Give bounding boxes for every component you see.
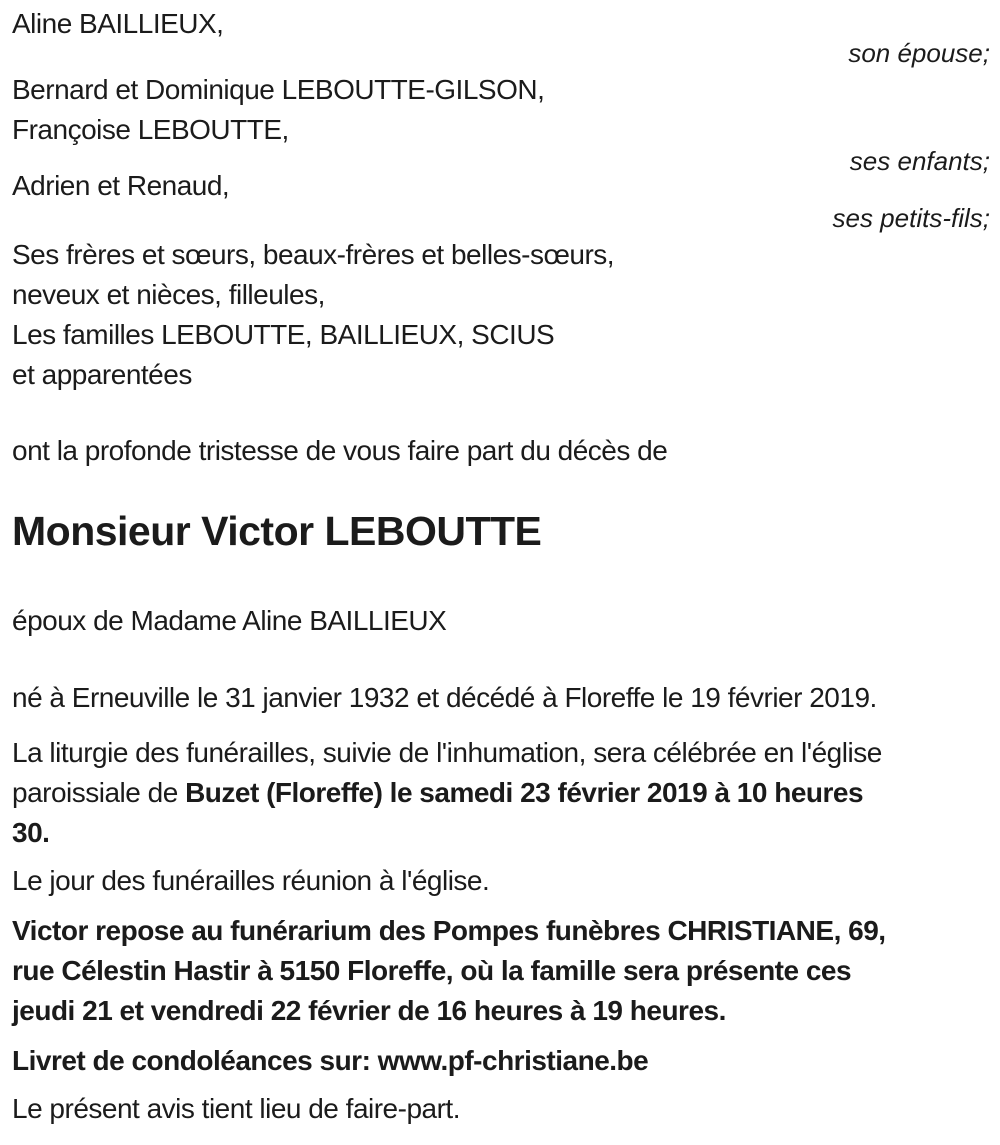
- relative-name-line: et apparentées: [12, 359, 192, 390]
- relative-name-line: Bernard et Dominique LEBOUTTE-GILSON,: [12, 74, 545, 105]
- relative-name-line: neveux et nièces, filleules,: [12, 279, 325, 310]
- repose-line: jeudi 21 et vendredi 22 février de 16 heures à 19 heures.: [12, 995, 726, 1026]
- liturgy-line: [12, 813, 49, 853]
- relation-label: son épouse;: [848, 38, 990, 68]
- condolences-line: Livret de condoléances sur: www.pf-christiane.be: [12, 1045, 649, 1076]
- repose-line: rue Célestin Hastir à 5150 Floreffe, où la famille sera présente ces: [12, 955, 852, 986]
- relation-label: ses enfants;: [849, 146, 990, 176]
- liturgy-line: [12, 733, 882, 773]
- liturgy-text-bold: 30.: [12, 817, 50, 848]
- deceased-name-heading: Monsieur Victor LEBOUTTE: [12, 508, 542, 554]
- closing-line: Le présent avis tient lieu de faire-part.: [12, 1093, 460, 1124]
- relative-name-line: Françoise LEBOUTTE,: [12, 114, 289, 145]
- birth-death-line: né à Erneuville le 31 janvier 1932 et décédé à Floreffe le 19 février 2019.: [12, 682, 877, 713]
- liturgy-text-normal: La liturgie des funérailles, suivie de l'inhumation, sera célébrée en l'église: [12, 737, 882, 768]
- intro-text: ont la profonde tristesse de vous faire part du décès de: [12, 435, 668, 466]
- meeting-line: Le jour des funérailles réunion à l'église.: [12, 865, 490, 896]
- spouse-line: époux de Madame Aline BAILLIEUX: [12, 605, 447, 636]
- relative-name-line: Adrien et Renaud,: [12, 170, 230, 201]
- liturgy-line: [12, 773, 863, 813]
- relation-label: ses petits-fils;: [832, 203, 990, 233]
- relative-name-line: Ses frères et sœurs, beaux-frères et belles-sœurs,: [12, 239, 615, 270]
- repose-line: Victor repose au funérarium des Pompes funèbres CHRISTIANE, 69,: [12, 915, 886, 946]
- relative-name-line: Les familles LEBOUTTE, BAILLIEUX, SCIUS: [12, 319, 555, 350]
- relative-name-line: Aline BAILLIEUX,: [12, 8, 224, 39]
- liturgy-text-bold: Buzet (Floreffe) le samedi 23 février 2019 à 10 heures: [185, 777, 864, 808]
- liturgy-text-normal: paroissiale de: [12, 777, 186, 808]
